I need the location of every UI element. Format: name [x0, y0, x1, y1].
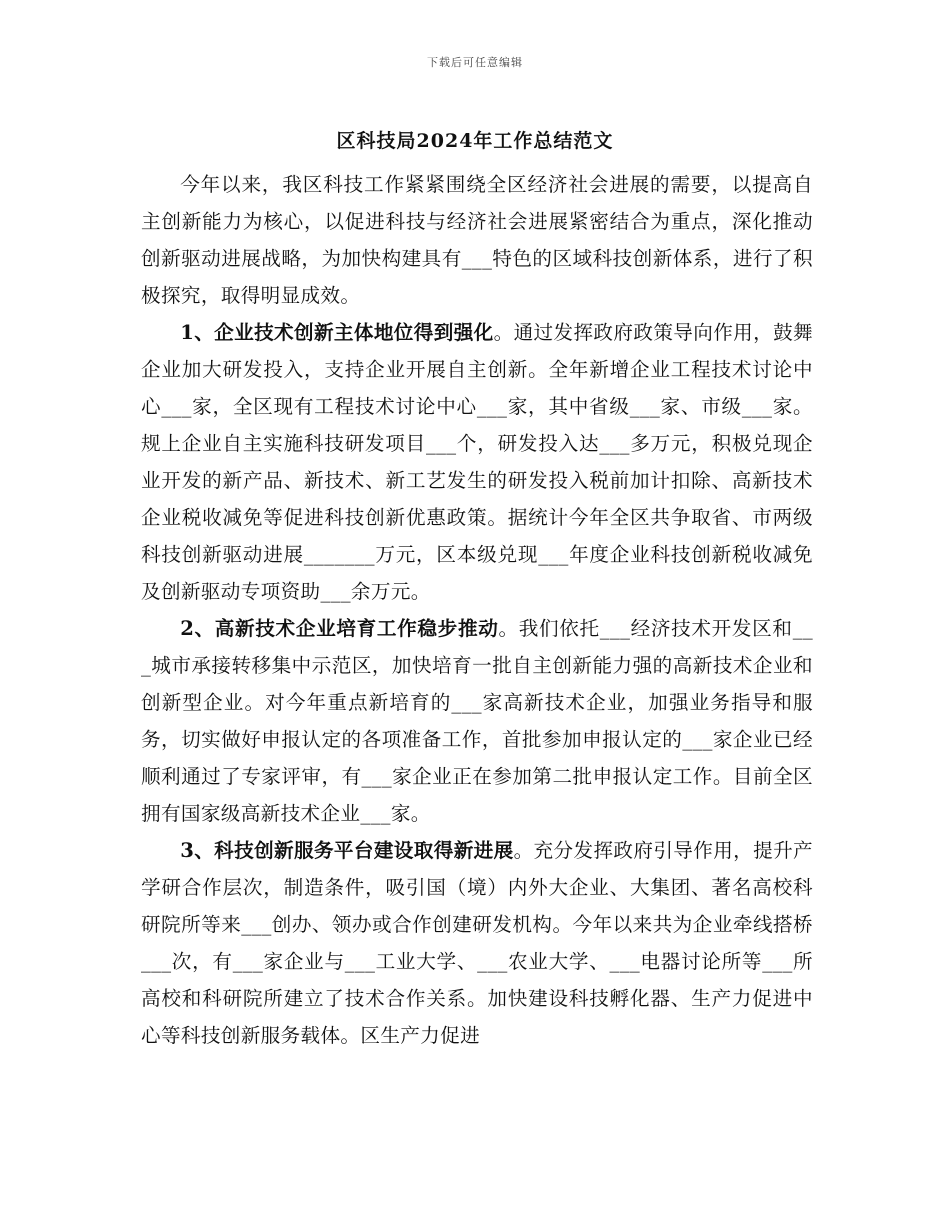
- header-note: 下载后可任意编辑: [427, 56, 523, 69]
- paragraph-text: 。充分发挥政府引导作用，提升产学研合作层次，制造条件，吸引国（境）内外大企业、大集团、著名高校科研院所等来___创办、领办或合作创建研发机构。今年以来共为企业牵线搭桥___次，有___家企业与___工业大学、___农业大学、___电器讨论所等___所高校和科研院所建立了技术合作关系。加快建设科技孵化器、生产力促进中心等科技创新服务载体。区生产力促进: [141, 839, 814, 1047]
- paragraph-section-1: [141, 314, 813, 610]
- section-heading: 2、高新技术企业培育工作稳步推动: [180, 617, 499, 640]
- paragraph-text: 今年以来，我区科技工作紧紧围绕全区经济社会进展的需要，以提高自主创新能力为核心，以促进科技与经济社会进展紧密结合为重点，深化推动创新驱动进展战略，为加快构建具有___特色的区域科技创新体系，进行了积极探究，取得明显成效。: [141, 173, 813, 307]
- paragraph-text: 。我们依托___经济技术开发区和___城市承接转移集中示范区，加快培育一批自主创新能力强的高新技术企业和创新型企业。对今年重点新培育的___家高新技术企业，加强业务指导和服务，切实做好申报认定的各项准备工作，首批参加申报认定的___家企业已经顺利通过了专家评审，有___家企业正在参加第二批申报认定工作。目前全区拥有国家级高新技术企业___家。: [141, 617, 813, 825]
- section-heading: 1、企业技术创新主体地位得到强化: [180, 321, 494, 344]
- paragraph-section-3: [141, 832, 813, 1054]
- paragraph-section-2: [141, 610, 813, 832]
- document-title: 区科技局2024年工作总结范文: [336, 130, 614, 152]
- paragraph-text: 。通过发挥政府政策导向作用，鼓舞企业加大研发投入，支持企业开展自主创新。全年新增企业工程技术讨论中心___家，全区现有工程技术讨论中心___家，其中省级___家、市级___家。规上企业自主实施科技研发项目___个，研发投入达___多万元，积极兑现企业开发的新产品、新技术、新工艺发生的研发投入税前加计扣除、高新技术企业税收减免等促进科技创新优惠政策。据统计今年全区共争取省、市两级科技创新驱动进展_______万元，区本级兑现___年度企业科技创新税收减免及创新驱动专项资助___余万元。: [141, 321, 813, 603]
- document-body: [141, 166, 813, 1054]
- section-heading: 3、科技创新服务平台建设取得新进展: [180, 839, 514, 862]
- paragraph-intro: [141, 166, 813, 314]
